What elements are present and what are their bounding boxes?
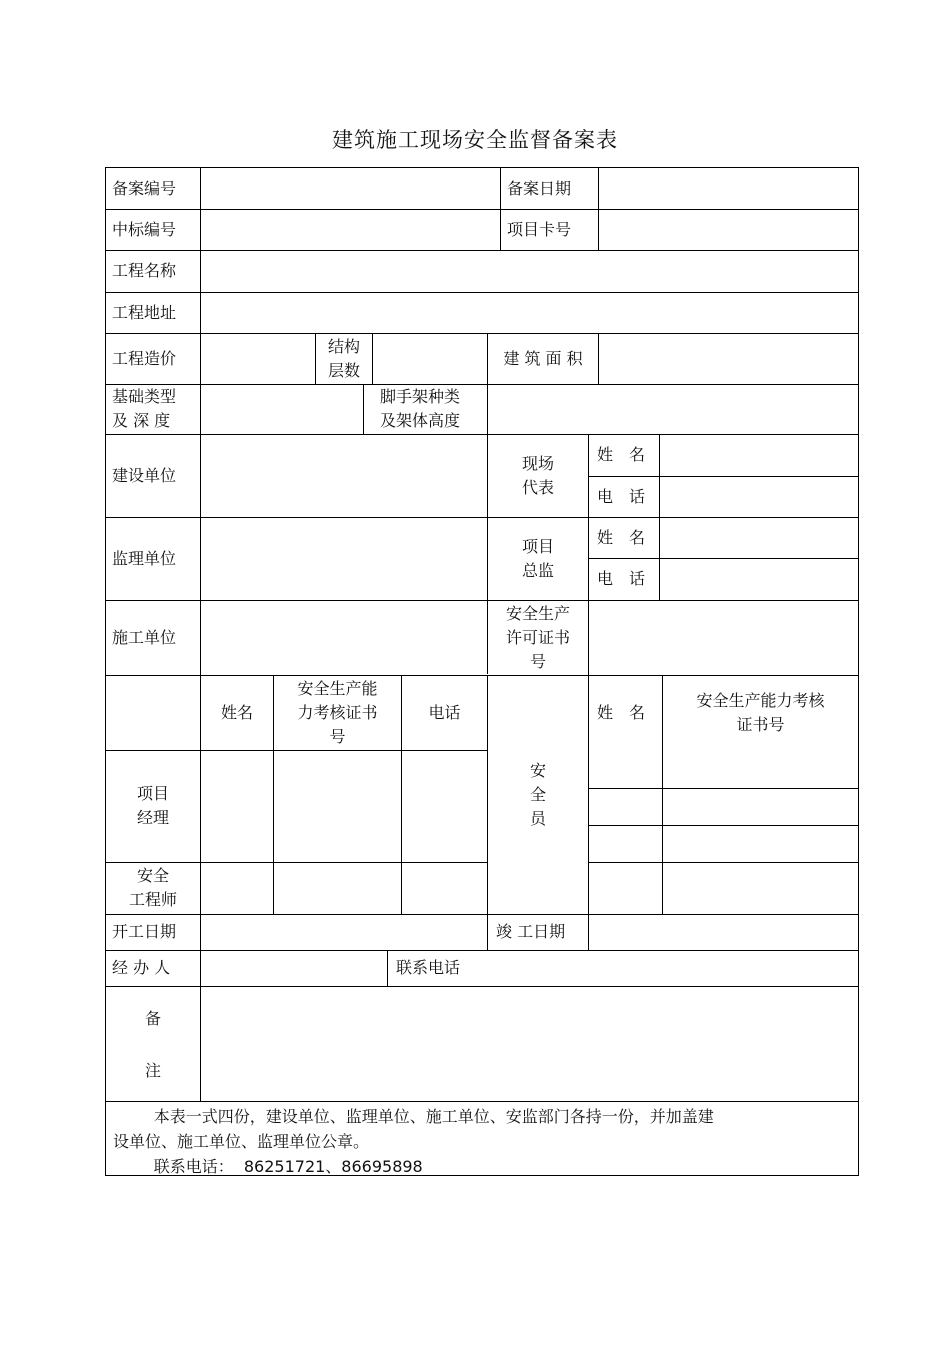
label-builder-unit: 施工单位 <box>112 627 177 647</box>
label-filing-date: 备案日期 <box>507 178 572 198</box>
bid-no-field[interactable] <box>201 209 500 250</box>
label-contact-phone: 联系电话 <box>396 958 461 977</box>
scaffold-field[interactable] <box>488 384 858 434</box>
label-start-date: 开工日期 <box>112 922 177 941</box>
project-name-field[interactable] <box>201 250 858 292</box>
completion-date-field[interactable] <box>589 914 858 950</box>
footer-line-1: 本表一式四份，建设单位、监理单位、施工单位、安监部门各持一份，并加盖建 <box>113 1107 714 1126</box>
label-foundation: 基础类型 及 深 度 <box>112 387 177 430</box>
chief-supervisor-phone-field[interactable] <box>660 558 858 600</box>
site-rep-phone-field[interactable] <box>660 476 858 517</box>
label-safety-officer: 安 全 员 <box>529 760 546 828</box>
label-handler: 经 办 人 <box>112 958 171 977</box>
contact-phone-field[interactable] <box>488 950 858 986</box>
building-area-field[interactable] <box>599 333 858 384</box>
builder-unit-field[interactable] <box>201 600 487 675</box>
label-safety-engineer: 安全 工程师 <box>128 866 177 909</box>
footer-line-3: 联系电话： 86251721、86695898 <box>113 1157 423 1176</box>
header-name-2: 姓 名 <box>597 702 646 722</box>
header-name: 姓名 <box>220 702 253 722</box>
page-title: 建筑施工现场安全监督备案表 <box>332 128 618 152</box>
start-date-field[interactable] <box>201 914 487 950</box>
label-project-manager: 项目 经理 <box>136 784 169 827</box>
supervision-unit-field[interactable] <box>201 517 487 600</box>
label-safety-permit-no: 安全生产 许可证书 号 <box>505 603 570 671</box>
label-supervision-unit: 监理单位 <box>112 548 177 568</box>
foundation-field[interactable] <box>201 384 363 434</box>
project-address-field[interactable] <box>201 292 858 333</box>
label-construction-unit: 建设单位 <box>112 465 177 485</box>
label-remarks-2: 注 <box>144 1061 161 1080</box>
footer-note <box>113 1104 714 1179</box>
label-scaffold: 脚手架种类 及架体高度 <box>380 387 461 430</box>
label-project-card-no: 项目卡号 <box>507 219 572 239</box>
label-phone-1: 电 话 <box>597 486 646 506</box>
footer-line-2: 设单位、施工单位、监理单位公章。 <box>113 1132 370 1151</box>
remarks-field[interactable] <box>201 986 858 1101</box>
label-project-cost: 工程造价 <box>112 348 177 368</box>
label-bid-no: 中标编号 <box>112 219 177 239</box>
header-cert-2: 安全生产能力考核 证书号 <box>696 690 825 734</box>
header-phone: 电话 <box>428 702 461 722</box>
label-completion-date: 竣 工日期 <box>496 922 566 941</box>
label-project-name: 工程名称 <box>112 261 177 280</box>
filing-date-field[interactable] <box>599 168 858 209</box>
safety-permit-no-field[interactable] <box>589 600 858 675</box>
filing-no-field[interactable] <box>201 168 500 209</box>
header-cert: 安全生产能 力考核证书 号 <box>297 678 378 746</box>
label-filing-no: 备案编号 <box>112 178 177 198</box>
label-site-rep: 现场 代表 <box>521 453 554 497</box>
site-rep-name-field[interactable] <box>660 434 858 476</box>
chief-supervisor-name-field[interactable] <box>660 517 858 558</box>
label-name-2: 姓 名 <box>597 527 646 547</box>
project-cost-field[interactable] <box>201 333 315 384</box>
label-name-1: 姓 名 <box>597 445 646 464</box>
label-remarks-1: 备 <box>144 1009 161 1028</box>
structure-floors-field[interactable] <box>373 333 487 384</box>
label-chief-supervisor: 项目 总监 <box>521 536 554 580</box>
construction-unit-field[interactable] <box>201 434 487 517</box>
filing-form <box>105 167 859 1176</box>
project-card-no-field[interactable] <box>599 209 858 250</box>
handler-field[interactable] <box>201 950 387 986</box>
label-project-address: 工程地址 <box>112 302 177 322</box>
label-structure-floors: 结构 层数 <box>327 336 360 380</box>
label-phone-2: 电 话 <box>597 569 646 588</box>
label-building-area: 建 筑 面 积 <box>503 348 583 368</box>
